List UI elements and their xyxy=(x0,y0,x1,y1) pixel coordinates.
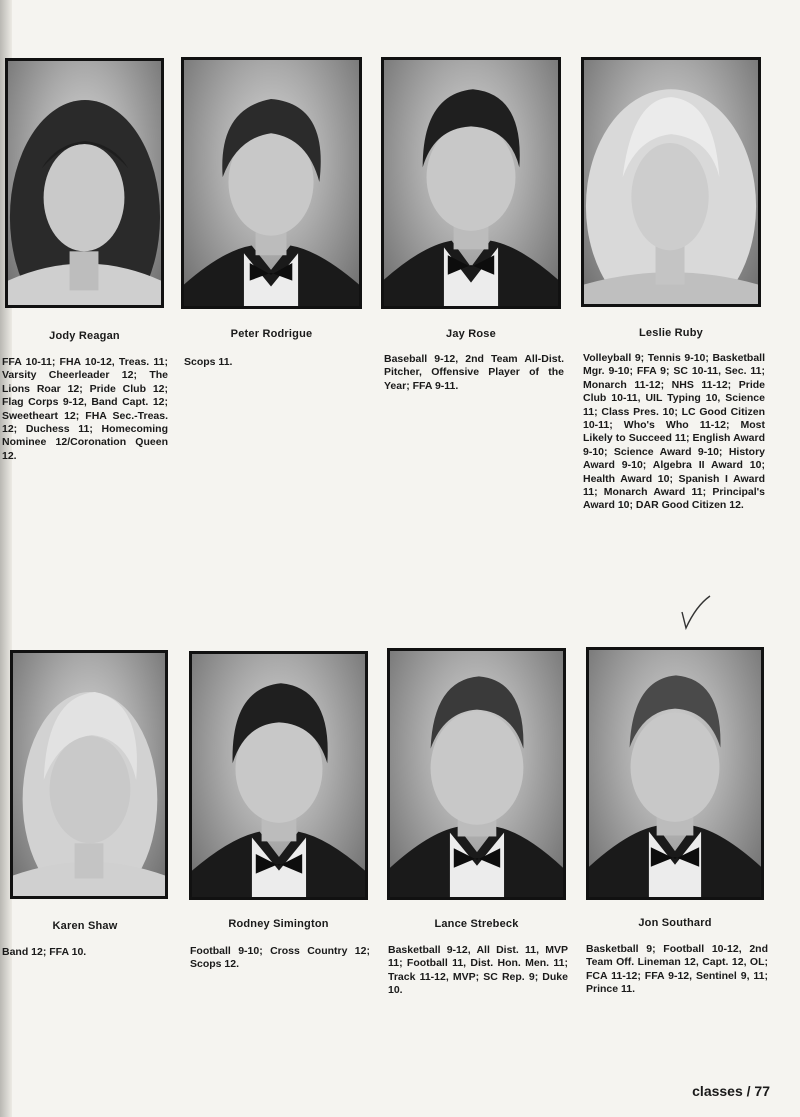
portrait-photo xyxy=(10,650,168,899)
student-activities: FFA 10-11; FHA 10-12, Treas. 11; Varsity Cheerleader 12; The Lions Roar 12; Pride Club 12; Flag Corps 9-12, Band Capt. 12; Sweetheart 12; FHA Sec.-Treas. 12; Duchess 11; Homecoming Nominee 12/Coronation Queen 12. xyxy=(2,356,168,462)
student-activities: Volleyball 9; Tennis 9-10; Basketball Mgr. 9-10; FFA 9; SC 10-11, Sec. 11; Monarch 11-12; NHS 11-12; Pride Club 10-11, UIL Typing 10, Science 11; Class Pres. 10; LC Good Citizen 10-11; Who's Who 11-12; Most Likely to Succeed 11; English Award 9-10; Science Award 9-10; History Award 9-10; Algebra II Award 10; Health Award 10; Spanish I Award 11; Monarch Award 11; Principal's Award 10; DAR Good Citizen 12. xyxy=(583,352,765,512)
portrait-photo xyxy=(581,57,761,307)
portrait-photo xyxy=(189,651,368,900)
portrait-photo xyxy=(586,647,764,900)
student-name: Leslie Ruby xyxy=(639,327,703,339)
student-name: Rodney Simington xyxy=(228,918,329,930)
portrait-photo xyxy=(181,57,362,309)
student-activities: Scops 11. xyxy=(184,356,233,368)
student-activities: Baseball 9-12, 2nd Team All-Dist. Pitcher, Offensive Player of the Year; FFA 9-11. xyxy=(384,353,564,392)
student-name: Jody Reagan xyxy=(49,330,120,342)
student-name: Jay Rose xyxy=(446,328,496,340)
student-activities: Basketball 9-12, All Dist. 11, MVP 11; Football 11, Dist. Hon. Men. 11; Track 11-12, MVP; SC Rep. 9; Duke 10. xyxy=(388,944,568,997)
portrait-photo xyxy=(381,57,561,309)
student-name: Jon Southard xyxy=(638,917,712,929)
student-name: Karen Shaw xyxy=(52,920,118,932)
student-activities: Basketball 9; Football 10-12, 2nd Team Off. Lineman 12, Capt. 12, OL; FCA 11-12; FFA 9-12, Sentinel 9, 11; Prince 11. xyxy=(586,943,768,996)
student-activities: Football 9-10; Cross Country 12; Scops 12. xyxy=(190,945,370,971)
student-activities: Band 12; FFA 10. xyxy=(2,946,87,958)
student-name: Lance Strebeck xyxy=(434,918,519,930)
check-mark-icon xyxy=(678,592,712,632)
student-name: Peter Rodrigue xyxy=(230,328,313,340)
portrait-photo xyxy=(5,58,164,308)
portrait-photo xyxy=(387,648,566,900)
page-folio: classes / 77 xyxy=(692,1083,770,1099)
